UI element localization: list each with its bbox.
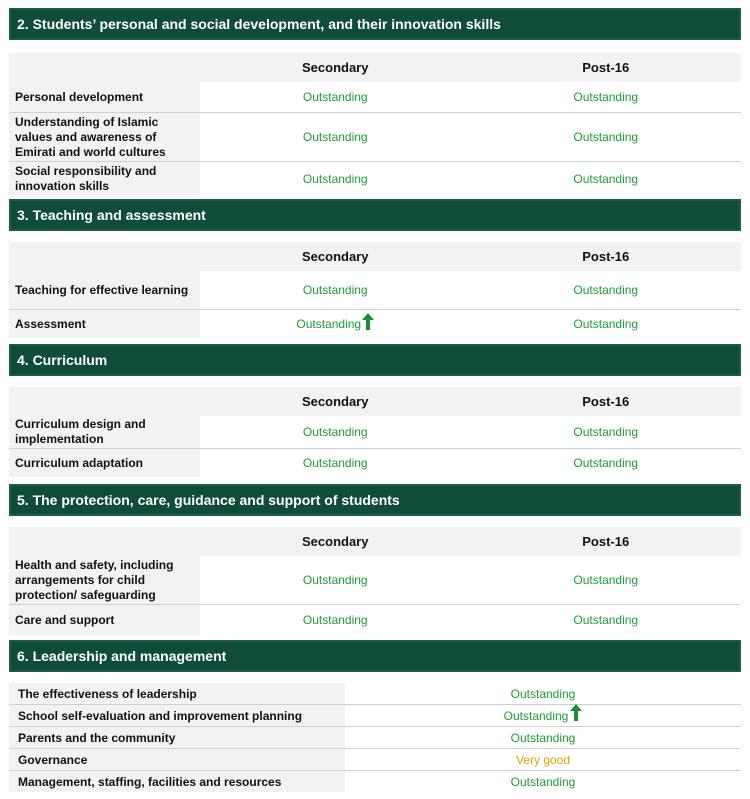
row-label: Teaching for effective learning [9, 271, 200, 309]
column-header-secondary: Secondary [302, 534, 369, 549]
column-header-post16: Post-16 [582, 394, 630, 409]
rating-secondary: Outstanding [302, 425, 368, 439]
section-title-protection-care: 5. The protection, care, guidance and support of students [9, 484, 741, 516]
rating-value: Outstanding [503, 708, 569, 723]
column-header-secondary: Secondary [302, 60, 369, 75]
section-title-teaching-assessment: 3. Teaching and assessment [9, 199, 741, 231]
table-header-row [9, 242, 741, 271]
table-row [9, 162, 741, 195]
table-row [9, 705, 741, 727]
table-curriculum [9, 387, 741, 477]
column-header-secondary: Secondary [302, 249, 369, 264]
rating-secondary: Outstanding [302, 456, 368, 470]
rating-secondary: Outstanding [302, 171, 368, 186]
column-header-post16: Post-16 [582, 534, 630, 549]
table-row [9, 605, 741, 635]
table-header-row [9, 53, 741, 82]
table-row [9, 82, 741, 113]
row-label: Social responsibility and innovation skills [9, 162, 200, 195]
rating-post16: Outstanding [573, 573, 639, 587]
rating-post16: Outstanding [573, 171, 639, 186]
rating-post16: Outstanding [573, 425, 639, 439]
rating-post16: Outstanding [573, 90, 639, 104]
rating-post16: Outstanding [573, 317, 639, 331]
row-label: Care and support [9, 605, 200, 635]
up-arrow-icon [570, 704, 582, 721]
table-row [9, 727, 741, 749]
row-label: Curriculum design and implementation [9, 416, 200, 448]
table-row [9, 113, 741, 162]
table-protection-care [9, 527, 741, 635]
rating-secondary: Outstanding [302, 130, 368, 144]
section-title-personal-development: 2. Students’ personal and social development, and their innovation skills [9, 8, 741, 40]
rating-secondary: Outstanding [302, 613, 368, 627]
rating-post16: Outstanding [573, 130, 639, 144]
table-row [9, 749, 741, 771]
rating-value: Outstanding [510, 730, 576, 745]
rating-value: Outstanding [510, 774, 576, 789]
table-row [9, 556, 741, 605]
rating-secondary: Outstanding [302, 90, 368, 104]
table-header-row [9, 527, 741, 556]
column-header-post16: Post-16 [582, 60, 630, 75]
rating-post16: Outstanding [573, 613, 639, 627]
section-title-leadership: 6. Leadership and management [9, 640, 741, 672]
row-label: Governance [9, 749, 345, 770]
rating-value: Outstanding [510, 686, 576, 701]
table-row [9, 310, 741, 338]
row-label: Curriculum adaptation [9, 449, 200, 477]
rating-post16: Outstanding [573, 283, 639, 297]
row-label: Health and safety, including arrangements for child protection/ safeguarding [9, 556, 200, 604]
row-label: Parents and the community [9, 727, 345, 748]
row-label: Understanding of Islamic values and awareness of Emirati and world cultures [9, 113, 200, 161]
table-row [9, 449, 741, 477]
rating-value-cell [345, 705, 741, 726]
table-row [9, 416, 741, 449]
table-header-row [9, 387, 741, 416]
rating-post16: Outstanding [573, 456, 639, 470]
table-personal-development [9, 53, 741, 195]
table-row [9, 683, 741, 705]
table-teaching-assessment [9, 242, 741, 338]
row-label: Management, staffing, facilities and resources [9, 771, 345, 792]
section-title-curriculum: 4. Curriculum [9, 344, 741, 376]
row-label: Assessment [9, 310, 200, 338]
rating-secondary-cell [200, 310, 471, 338]
rating-secondary: Outstanding [302, 283, 368, 297]
rating-secondary: Outstanding [302, 573, 368, 587]
rating-value: Very good [515, 752, 571, 767]
row-label: School self-evaluation and improvement planning [9, 705, 345, 726]
column-header-secondary: Secondary [302, 394, 369, 409]
table-row [9, 771, 741, 792]
table-leadership [9, 683, 741, 792]
row-label: Personal development [9, 82, 200, 112]
up-arrow-icon [362, 313, 374, 330]
table-row [9, 271, 741, 310]
row-label: The effectiveness of leadership [9, 683, 345, 704]
rating-secondary: Outstanding [296, 317, 362, 331]
column-header-post16: Post-16 [582, 249, 630, 264]
